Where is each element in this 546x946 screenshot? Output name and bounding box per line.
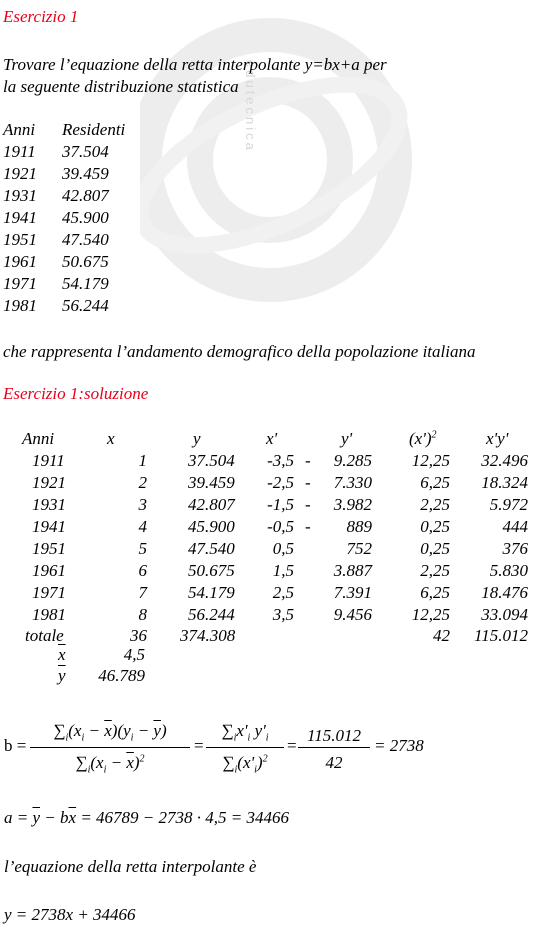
row-year: 1961 <box>3 252 37 271</box>
total-xy: 115.012 <box>474 626 528 645</box>
row-year: 1931 <box>3 186 37 205</box>
total-x: 36 <box>130 626 147 645</box>
row-year: 1921 <box>3 164 37 183</box>
row-value: 39.459 <box>62 164 109 183</box>
cell-x-prime: 0,5 <box>272 539 294 558</box>
cell-year: 1971 <box>32 583 66 602</box>
cell-xy: 18.476 <box>481 583 528 602</box>
cell-xy: 376 <box>502 539 528 558</box>
b-numerator-2: $\sum_ix'_i$ $y'_i$ <box>221 721 269 744</box>
row-value: 56.244 <box>62 296 109 315</box>
cell-x-prime-sq: 6,25 <box>420 583 450 602</box>
a-computation: = 46789 − 2738 · 4,5 = 34466 <box>80 808 289 827</box>
equals-sign: = <box>287 736 297 755</box>
y-mean-value: 46.789 <box>98 666 145 685</box>
row-year: 1971 <box>3 274 37 293</box>
fraction-bar <box>206 747 284 748</box>
cell-sign: - <box>305 473 311 492</box>
cell-x-prime-sq: 0,25 <box>420 539 450 558</box>
row-year: 1911 <box>3 142 36 161</box>
row-year: 1941 <box>3 208 37 227</box>
total-label: totale <box>25 626 64 645</box>
b-lhs: b = <box>4 736 27 755</box>
row-value: 45.900 <box>62 208 109 227</box>
cell-x-prime: 3,5 <box>272 605 294 624</box>
cell-xy: 444 <box>502 517 528 536</box>
row-value: 37.504 <box>62 142 109 161</box>
total-y: 374.308 <box>180 626 236 645</box>
cell-x-prime: -1,5 <box>267 495 294 514</box>
cell-y: 50.675 <box>188 561 235 580</box>
cell-x-prime-sq: 0,25 <box>420 517 450 536</box>
cell-x-prime: 1,5 <box>272 561 294 580</box>
cell-xy: 18.324 <box>481 473 528 492</box>
cell-x-prime-sq: 12,25 <box>411 605 450 624</box>
cell-year: 1911 <box>32 451 65 470</box>
header-x-prime-squared: $(x')^2$ <box>409 429 437 448</box>
cell-x: 2 <box>138 473 147 492</box>
watermark-logo <box>140 0 440 330</box>
cell-sign: - <box>305 495 311 514</box>
cell-year: 1951 <box>32 539 66 558</box>
equals-sign: = <box>194 736 204 755</box>
cell-y-prime: 752 <box>346 539 372 558</box>
row-year: 1981 <box>3 296 37 315</box>
cell-year: 1961 <box>32 561 66 580</box>
cell-xy: 32.496 <box>481 451 528 470</box>
b-numerator-3: 115.012 <box>307 726 361 745</box>
b-numerator-1: $\sum_i(x_i - \overline{x})(y_i - \overline{y})$ <box>53 721 167 744</box>
cell-x: 1 <box>138 451 147 470</box>
cell-y-prime: 7.330 <box>333 473 372 492</box>
cell-year: 1931 <box>32 495 66 514</box>
cell-y: 37.504 <box>188 451 235 470</box>
cell-xy: 5.972 <box>489 495 528 514</box>
cell-y: 45.900 <box>188 517 235 536</box>
cell-x-prime-sq: 12,25 <box>411 451 450 470</box>
row-value: 50.675 <box>62 252 109 271</box>
b-result: = 2738 <box>374 736 424 755</box>
col-anni: Anni <box>3 120 36 139</box>
col-residenti: Residenti <box>62 120 126 139</box>
header-x: x <box>107 429 115 448</box>
header-x-prime: x' <box>266 429 278 448</box>
formula-a: $a = \overline{y} - b\overline{x} = 46789 - 2738 \cdot 4,5 = 34466$ <box>4 808 289 827</box>
exercise-title: Esercizio 1 <box>3 7 79 26</box>
cell-y-prime: 9.456 <box>333 605 372 624</box>
x-mean-label: $\overline{x}$ <box>58 645 66 664</box>
cell-x: 3 <box>138 495 147 514</box>
cell-y-prime: 7.391 <box>333 583 372 602</box>
cell-y: 42.807 <box>188 495 235 514</box>
cell-y-prime: 889 <box>346 517 372 536</box>
cell-xy: 5.830 <box>489 561 528 580</box>
prompt-line-1: Trovare l’equazione della retta interpolante y=bx+a per <box>3 55 387 74</box>
row-year: 1951 <box>3 230 37 249</box>
header-y-prime: y' <box>341 429 353 448</box>
cell-x-prime-sq: 6,25 <box>420 473 450 492</box>
cell-x: 4 <box>138 517 147 536</box>
cell-xy: 33.094 <box>481 605 528 624</box>
closing-sentence: che rappresenta l’andamento demografico della popolazione italiana <box>3 342 476 361</box>
y-mean-label: $\overline{y}$ <box>58 666 66 685</box>
cell-x-prime: -2,5 <box>267 473 294 492</box>
cell-x: 6 <box>138 561 147 580</box>
cell-y: 56.244 <box>188 605 235 624</box>
cell-x: 5 <box>138 539 147 558</box>
fraction-bar <box>30 747 190 748</box>
header-y: y <box>193 429 201 448</box>
b-denominator-3: 42 <box>325 753 343 772</box>
watermark-text: edutecnica <box>243 60 258 153</box>
cell-x-prime: -0,5 <box>267 517 294 536</box>
x-mean-value: 4,5 <box>123 645 145 664</box>
final-equation: y = 2738x + 34466 <box>4 905 136 924</box>
b-denominator-1: $\sum_i(x_i - \overline{x})^2$ <box>75 753 145 776</box>
cell-x-prime: -3,5 <box>267 451 294 470</box>
cell-y: 54.179 <box>188 583 235 602</box>
cell-y-prime: 3.982 <box>333 495 372 514</box>
header-anni: Anni <box>22 429 55 448</box>
prompt-line-2: la seguente distribuzione statistica <box>3 77 239 96</box>
solution-title: Esercizio 1:soluzione <box>3 384 149 403</box>
cell-y: 47.540 <box>188 539 235 558</box>
total-x-prime-sq: 42 <box>433 626 450 645</box>
row-value: 42.807 <box>62 186 109 205</box>
b-denominator-2: $\sum_i(x'_i)^2$ <box>222 753 268 776</box>
cell-x: 7 <box>138 583 147 602</box>
header-xy-prime: x'y' <box>486 429 509 448</box>
cell-year: 1981 <box>32 605 66 624</box>
cell-y: 39.459 <box>188 473 235 492</box>
cell-year: 1921 <box>32 473 66 492</box>
row-value: 47.540 <box>62 230 109 249</box>
cell-year: 1941 <box>32 517 66 536</box>
cell-sign: - <box>305 517 311 536</box>
cell-x-prime-sq: 2,25 <box>420 561 450 580</box>
fraction-bar <box>298 747 370 748</box>
cell-x-prime-sq: 2,25 <box>420 495 450 514</box>
cell-x: 8 <box>138 605 147 624</box>
cell-x-prime: 2,5 <box>272 583 294 602</box>
row-value: 54.179 <box>62 274 109 293</box>
cell-y-prime: 9.285 <box>333 451 372 470</box>
statement: l’equazione della retta interpolante è <box>4 857 257 876</box>
cell-y-prime: 3.887 <box>333 561 372 580</box>
cell-sign: - <box>305 451 311 470</box>
